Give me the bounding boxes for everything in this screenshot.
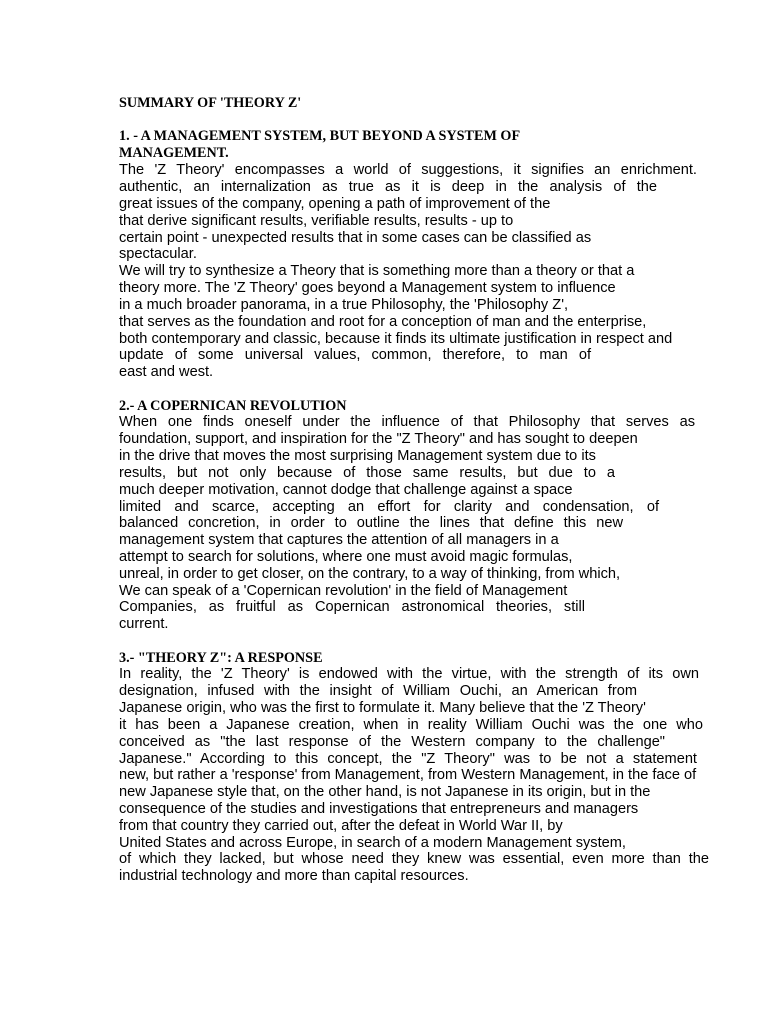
paragraph-line: We can speak of a 'Copernican revolution' in the field of Management (119, 583, 568, 599)
section-1-heading-line-1: 1. - A MANAGEMENT SYSTEM, BUT BEYOND A SYSTEM OF (119, 128, 521, 144)
paragraph-line: unreal, in order to get closer, on the contrary, to a way of thinking, from which, (119, 566, 621, 582)
paragraph-line: certain point - unexpected results that in some cases can be classified as (119, 230, 592, 246)
paragraph-line: In reality, the 'Z Theory' is endowed with the virtue, with the strength of its own (119, 666, 699, 682)
paragraph-line: balanced concretion, in order to outline the lines that define this new (119, 515, 623, 531)
paragraph-line: it has been a Japanese creation, when in reality William Ouchi was the one who (119, 717, 703, 733)
paragraph-line: both contemporary and classic, because it finds its ultimate justification in respect and (119, 331, 673, 347)
paragraph-line: We will try to synthesize a Theory that is something more than a theory or that a (119, 263, 635, 279)
paragraph-line: of which they lacked, but whose need they knew was essential, even more than the (119, 851, 709, 867)
paragraph-line: consequence of the studies and investigations that entrepreneurs and managers (119, 801, 639, 817)
paragraph-line: authentic, an internalization as true as it is deep in the analysis of the (119, 179, 657, 195)
paragraph-line: limited and scarce, accepting an effort for clarity and condensation, of (119, 499, 659, 515)
paragraph-line: from that country they carried out, after the defeat in World War II, by (119, 818, 563, 834)
paragraph-line: management system that captures the attention of all managers in a (119, 532, 559, 548)
paragraph-line: spectacular. (119, 246, 197, 262)
paragraph-line: The 'Z Theory' encompasses a world of suggestions, it signifies an enrichment. (119, 162, 697, 178)
paragraph-line: current. (119, 616, 169, 632)
paragraph-line: in the drive that moves the most surprising Management system due to its (119, 448, 596, 464)
paragraph-line: conceived as "the last response of the Western company to the challenge" (119, 734, 665, 750)
paragraph-line: update of some universal values, common, therefore, to man of (119, 347, 591, 363)
section-3-heading: 3.- "THEORY Z": A RESPONSE (119, 650, 323, 666)
paragraph-line: theory more. The 'Z Theory' goes beyond a Management system to influence (119, 280, 616, 296)
paragraph-line: new, but rather a 'response' from Management, from Western Management, in the face of (119, 767, 697, 783)
paragraph-line: attempt to search for solutions, where one must avoid magic formulas, (119, 549, 573, 565)
paragraph-line: in a much broader panorama, in a true Philosophy, the 'Philosophy Z', (119, 297, 569, 313)
paragraph-line: results, but not only because of those same results, but due to a (119, 465, 615, 481)
document-title: SUMMARY OF 'THEORY Z' (119, 95, 302, 111)
paragraph-line: great issues of the company, opening a path of improvement of the (119, 196, 551, 212)
paragraph-line: that serves as the foundation and root for a conception of man and the enterprise, (119, 314, 647, 330)
section-2-heading: 2.- A COPERNICAN REVOLUTION (119, 398, 347, 414)
paragraph-line: designation, infused with the insight of William Ouchi, an American from (119, 683, 637, 699)
section-1-heading-line-2: MANAGEMENT. (119, 145, 229, 161)
paragraph-line: When one finds oneself under the influence of that Philosophy that serves as (119, 414, 695, 430)
paragraph-line: Companies, as fruitful as Copernican astronomical theories, still (119, 599, 585, 615)
paragraph-line: industrial technology and more than capital resources. (119, 868, 469, 884)
paragraph-line: foundation, support, and inspiration for the "Z Theory" and has sought to deepen (119, 431, 638, 447)
paragraph-line: that derive significant results, verifiable results, results - up to (119, 213, 514, 229)
paragraph-line: United States and across Europe, in search of a modern Management system, (119, 835, 626, 851)
paragraph-line: Japanese origin, who was the first to formulate it. Many believe that the 'Z Theory' (119, 700, 646, 716)
paragraph-line: much deeper motivation, cannot dodge that challenge against a space (119, 482, 573, 498)
paragraph-line: east and west. (119, 364, 214, 380)
paragraph-line: new Japanese style that, on the other hand, is not Japanese in its origin, but in the (119, 784, 651, 800)
paragraph-line: Japanese." According to this concept, the "Z Theory" was to be not a statement (119, 751, 697, 767)
